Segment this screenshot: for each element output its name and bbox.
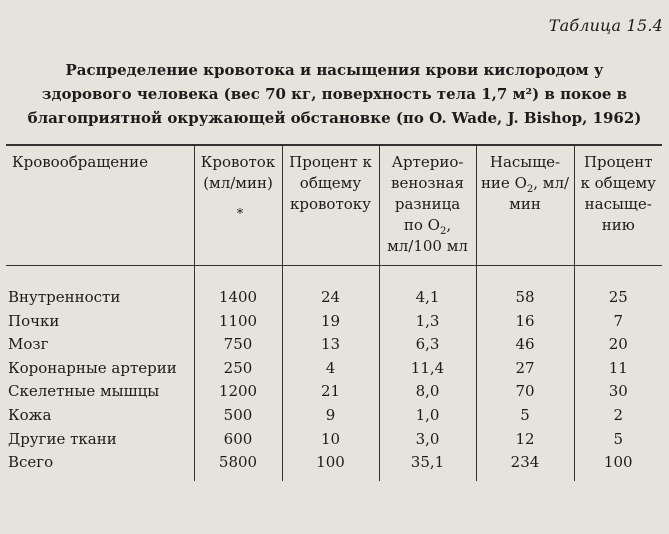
row-flow-percent: 100 <box>282 451 379 481</box>
row-saturation: 58 <box>476 266 574 310</box>
row-flow: 5800 <box>194 451 282 481</box>
row-name: Всего <box>8 453 54 472</box>
table-number: Таблица 15.4 <box>548 16 663 35</box>
row-flow-percent: 21 <box>282 380 379 404</box>
row-saturation: 16 <box>476 310 574 334</box>
header-saturation-percent: Процент к общему насыще-нию <box>574 145 662 266</box>
row-saturation-percent: 30 <box>574 380 662 404</box>
table-row <box>6 404 662 428</box>
row-saturation: 12 <box>476 428 574 452</box>
row-av-difference: 8,0 <box>379 380 476 404</box>
caption-line-2: здорового человека (вес 70 кг, поверхность тела 1,7 м²) в покое в <box>41 85 628 103</box>
row-flow: 750 <box>194 333 282 357</box>
row-av-difference: 1,0 <box>379 404 476 428</box>
footnote-mark: * <box>236 207 244 222</box>
table-row-total <box>6 451 662 481</box>
row-flow-percent: 4 <box>282 357 379 381</box>
row-flow-percent: 9 <box>282 404 379 428</box>
table-row <box>6 266 662 310</box>
row-av-difference: 4,1 <box>379 266 476 310</box>
header-blood-flow <box>194 145 282 266</box>
header-blood-flow-label: Кровоток (мл/мин) <box>200 153 276 192</box>
row-saturation: 5 <box>476 404 574 428</box>
header-flow-percent: Процент к общему кровотоку <box>282 145 379 266</box>
table-row <box>6 428 662 452</box>
row-name: Другие ткани <box>8 429 117 448</box>
table-caption <box>0 58 669 130</box>
table-header-row <box>6 145 662 266</box>
caption-line-3: благоприятной окружающей обстановке (по O. Wade, J. Bishop, 1962) <box>27 109 642 127</box>
row-name: Внутренности <box>8 288 121 306</box>
table-row <box>6 310 662 334</box>
table-row <box>6 380 662 404</box>
row-flow-percent: 24 <box>282 266 379 310</box>
row-saturation: 234 <box>476 451 574 481</box>
caption-line-1: Распределение кровотока и насыщения крови кислородом у <box>65 61 604 79</box>
row-av-difference: 35,1 <box>379 451 476 481</box>
row-flow: 1100 <box>194 310 282 334</box>
row-saturation-percent: 7 <box>574 310 662 334</box>
header-saturation: Насыще-ние $O_2$, мл/мин <box>476 145 574 266</box>
row-name: Коронарные артерии <box>8 358 177 377</box>
row-av-difference: 3,0 <box>379 428 476 452</box>
row-saturation: 46 <box>476 333 574 357</box>
row-flow-percent: 10 <box>282 428 379 452</box>
row-saturation-percent: 100 <box>574 451 662 481</box>
row-flow: 500 <box>194 404 282 428</box>
row-flow: 1400 <box>194 266 282 310</box>
row-saturation-percent: 11 <box>574 357 662 381</box>
row-av-difference: 6,3 <box>379 333 476 357</box>
row-name: Почки <box>8 311 60 330</box>
row-flow: 1200 <box>194 380 282 404</box>
table-row <box>6 333 662 357</box>
row-saturation-percent: 5 <box>574 428 662 452</box>
table-row <box>6 357 662 381</box>
row-name: Кожа <box>8 405 52 424</box>
header-circulation: Кровообращение <box>6 145 194 266</box>
row-saturation: 27 <box>476 357 574 381</box>
row-saturation-percent: 20 <box>574 333 662 357</box>
row-flow-percent: 19 <box>282 310 379 334</box>
header-av-difference: Артерио-венозная разница по $O_2$, мл/100 мл <box>379 145 476 266</box>
row-name: Мозг <box>8 335 49 354</box>
row-av-difference: 1,3 <box>379 310 476 334</box>
row-flow-percent: 13 <box>282 333 379 357</box>
row-flow: 600 <box>194 428 282 452</box>
row-saturation-percent: 25 <box>574 266 662 310</box>
row-saturation-percent: 2 <box>574 404 662 428</box>
row-name: Скелетные мышцы <box>8 382 160 401</box>
row-flow: 250 <box>194 357 282 381</box>
blood-flow-table <box>6 144 662 481</box>
row-saturation: 70 <box>476 380 574 404</box>
row-av-difference: 11,4 <box>379 357 476 381</box>
